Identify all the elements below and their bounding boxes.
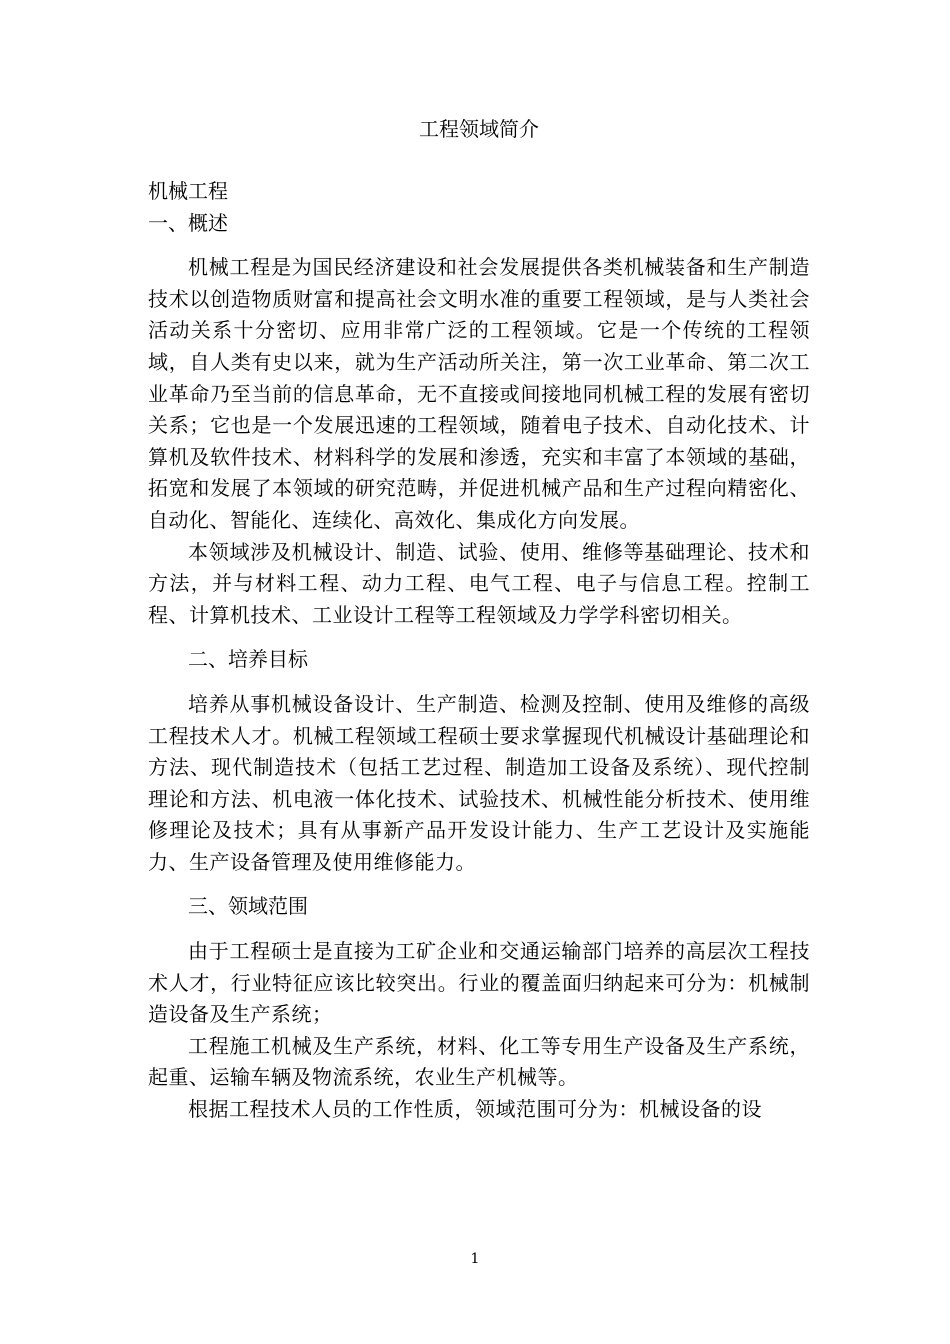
- goals-heading: 二、培养目标: [188, 647, 308, 672]
- goals-paragraph: 培养从事机械设备设计、生产制造、检测及控制、使用及维修的高级工程技术人才。机械工程领域工程硕士要求掌握现代机械设计基础理论和方法、现代制造技术（包括工艺过程、制造加工设备及系统）、现代控制理论和方法、机电液一体化技术、试验技术、机械性能分析技术、使用维修理论及技术；具有从事新产品开发设计能力、生产工艺设计及实施能力、生产设备管理及使用维修能力。: [148, 691, 810, 874]
- page-title: 工程领域简介: [419, 117, 539, 141]
- scope-paragraph-3: 根据工程技术人员的工作性质，领域范围可分为：机械设备的设: [188, 1097, 762, 1122]
- overview-heading: 一、概述: [148, 210, 228, 235]
- scope-heading: 三、领域范围: [188, 894, 308, 919]
- document-body: [148, 112, 810, 1126]
- overview-paragraph-2: 本领域涉及机械设计、制造、试验、使用、维修等基础理论、技术和方法，并与材料工程、动力工程、电气工程、电子与信息工程。控制工程、计算机技术、工业设计工程等工程领域及力学学科密切相关。: [148, 539, 810, 627]
- section-title: 机械工程: [148, 179, 228, 203]
- scope-paragraph-2: 工程施工机械及生产系统，材料、化工等专用生产设备及生产系统，起重、运输车辆及物流系统，农业生产机械等。: [148, 1033, 810, 1090]
- scope-paragraph-1: 由于工程硕士是直接为工矿企业和交通运输部门培养的高层次工程技术人才，行业特征应该比较突出。行业的覆盖面归纳起来可分为：机械制造设备及生产系统；: [148, 939, 810, 1027]
- page-number: 1: [470, 1251, 480, 1267]
- overview-paragraph-1: 机械工程是为国民经济建设和社会发展提供各类机械装备和生产制造技术以创造物质财富和提高社会文明水准的重要工程领域，是与人类社会活动关系十分密切、应用非常广泛的工程领域。它是一个传统的工程领域，自人类有史以来，就为生产活动所关注，第一次工业革命、第二次工业革命乃至当前的信息革命，无不直接或间接地同机械工程的发展有密切关系；它也是一个发展迅速的工程领域，随着电子技术、自动化技术、计算机及软件技术、材料科学的发展和渗透，充实和丰富了本领域的基础，拓宽和发展了本领域的研究范畴，并促进机械产品和生产过程向精密化、自动化、智能化、连续化、高效化、集成化方向发展。: [148, 255, 810, 532]
